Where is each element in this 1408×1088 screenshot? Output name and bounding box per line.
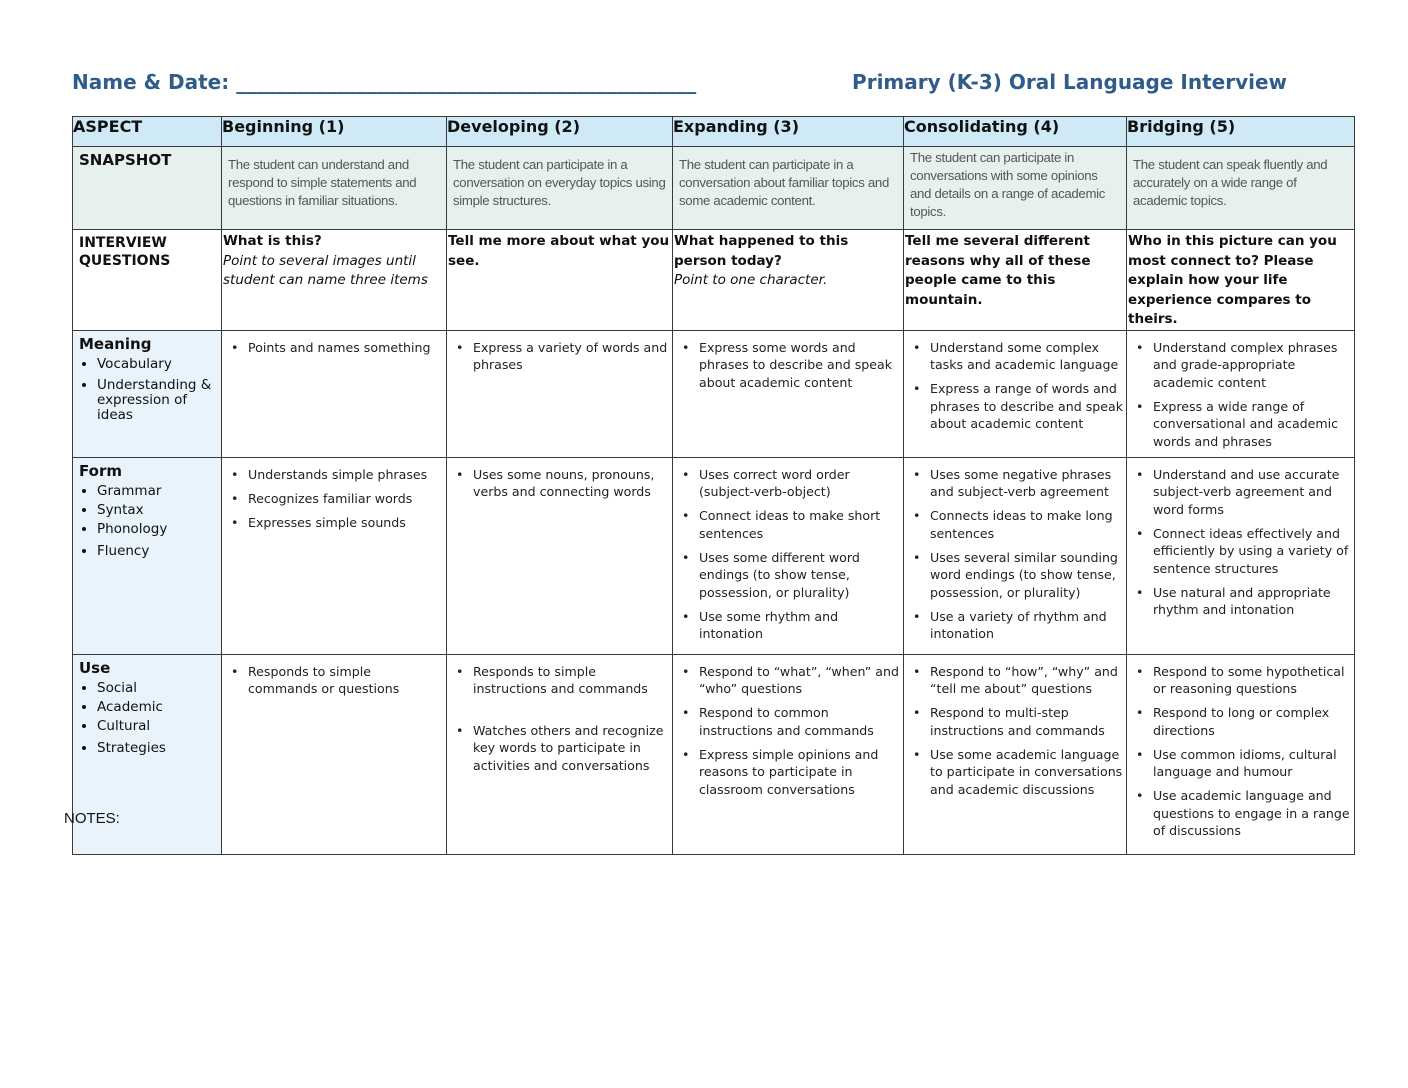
list-item: • Uses some different word endings (to show tense, possession, or plurality) xyxy=(699,549,903,602)
descriptor-cell xyxy=(1127,457,1355,654)
form-row xyxy=(73,457,1355,654)
subaspect-item: • Understanding & expression of ideas xyxy=(97,378,215,423)
interview-label-cell xyxy=(73,230,222,331)
question-text: Tell me several different reasons why all of these people came to this mountain. xyxy=(905,233,1091,308)
snapshot-text: The student can participate in a conversation on everyday topics using simple structures. xyxy=(453,157,666,208)
question-text: Who in this picture can you most connect to? Please explain how your life experience compares to theirs. xyxy=(1128,233,1337,327)
meaning-aspect-cell xyxy=(73,330,222,457)
question-instruction: Point to several images until student can name three items xyxy=(223,252,428,288)
list-item: • Points and names something xyxy=(248,339,446,357)
descriptor-cell xyxy=(447,457,673,654)
subaspect-item: • Fluency xyxy=(97,542,215,561)
list-item: • Respond to “what”, “when” and “who” questions xyxy=(699,663,903,698)
descriptor-cell xyxy=(222,654,447,854)
descriptor-cell xyxy=(673,457,904,654)
list-item: • Use some rhythm and intonation xyxy=(699,608,903,643)
list-item: • Express simple opinions and reasons to participate in classroom conversations xyxy=(699,746,903,799)
list-item: • Expresses simple sounds xyxy=(248,514,446,532)
use-row xyxy=(73,654,1355,854)
descriptor-cell xyxy=(1127,654,1355,854)
list-item: • Responds to simple instructions and commands xyxy=(473,663,672,698)
subaspect-item: • Grammar xyxy=(97,482,215,501)
snapshot-cell xyxy=(447,147,673,230)
descriptor-cell xyxy=(447,654,673,854)
column-header-aspect: ASPECT xyxy=(73,117,222,147)
column-header-bridging: Bridging (5) xyxy=(1127,117,1355,147)
list-item: • Uses some nouns, pronouns, verbs and connecting words xyxy=(473,466,672,501)
question-cell xyxy=(673,230,904,331)
name-date-line: Name & Date: ______________________________________________ xyxy=(72,70,697,94)
meaning-subaspects xyxy=(79,355,215,423)
interview-questions-row xyxy=(73,230,1355,331)
list-item: • Use a variety of rhythm and intonation xyxy=(930,608,1126,643)
snapshot-text: The student can participate in conversations with some opinions and details on a range of academic topics. xyxy=(910,150,1106,219)
snapshot-cell xyxy=(222,147,447,230)
list-item: • Respond to long or complex directions xyxy=(1153,704,1354,739)
list-item: • Express a range of words and phrases to describe and speak about academic content xyxy=(930,380,1126,433)
snapshot-text: The student can speak fluently and accurately on a wide range of academic topics. xyxy=(1133,157,1328,208)
list-item: • Respond to some hypothetical or reasoning questions xyxy=(1153,663,1354,698)
use-title: Use xyxy=(79,658,111,677)
list-item: • Watches others and recognize key words to participate in activities and conversations xyxy=(473,722,672,775)
question-cell xyxy=(222,230,447,331)
interview-label: INTERVIEW QUESTIONS xyxy=(79,235,171,269)
snapshot-row xyxy=(73,147,1355,230)
column-header-developing: Developing (2) xyxy=(447,117,673,147)
list-item: • Use academic language and questions to engage in a range of discussions xyxy=(1153,787,1354,840)
list-item: • Uses some negative phrases and subject-verb agreement xyxy=(930,466,1126,501)
form-aspect-cell xyxy=(73,457,222,654)
list-item: • Express some words and phrases to describe and speak about academic content xyxy=(699,339,903,392)
rubric-table xyxy=(72,116,1355,855)
descriptor-cell xyxy=(904,457,1127,654)
subaspect-item: • Strategies xyxy=(97,739,215,758)
question-text: What happened to this person today? xyxy=(674,233,849,269)
question-instruction: Point to one character. xyxy=(674,272,828,288)
list-item: • Respond to “how”, “why” and “tell me about” questions xyxy=(930,663,1126,698)
list-item: • Understand some complex tasks and academic language xyxy=(930,339,1126,374)
list-item: • Use some academic language to participate in conversations and academic discussions xyxy=(930,746,1126,799)
snapshot-label: SNAPSHOT xyxy=(79,151,172,169)
column-header-consolidating: Consolidating (4) xyxy=(904,117,1127,147)
list-item: • Understands simple phrases xyxy=(248,466,446,484)
list-item: • Recognizes familiar words xyxy=(248,490,446,508)
list-item: • Respond to common instructions and commands xyxy=(699,704,903,739)
column-header-expanding: Expanding (3) xyxy=(673,117,904,147)
snapshot-text: The student can participate in a conversation about familiar topics and some academic content. xyxy=(679,157,889,208)
notes-label: NOTES: xyxy=(64,810,120,827)
page-header xyxy=(72,66,1287,102)
list-item: • Connect ideas to make short sentences xyxy=(699,507,903,542)
meaning-title: Meaning xyxy=(79,334,152,353)
list-item: • Uses correct word order (subject-verb-object) xyxy=(699,466,903,501)
list-item: • Use natural and appropriate rhythm and intonation xyxy=(1153,584,1354,619)
question-cell xyxy=(447,230,673,331)
list-item: • Connect ideas effectively and efficiently by using a variety of sentence structures xyxy=(1153,525,1354,578)
subaspect-item: • Cultural xyxy=(97,717,215,736)
list-item: • Use common idioms, cultural language and humour xyxy=(1153,746,1354,781)
form-subaspects xyxy=(79,482,215,561)
question-cell xyxy=(1127,230,1355,331)
snapshot-cell xyxy=(1127,147,1355,230)
use-subaspects xyxy=(79,679,215,758)
descriptor-cell xyxy=(222,457,447,654)
descriptor-cell xyxy=(904,330,1127,457)
question-text: What is this? xyxy=(223,233,322,249)
descriptor-cell xyxy=(673,330,904,457)
snapshot-label-cell xyxy=(73,147,222,230)
descriptor-cell xyxy=(904,654,1127,854)
form-title: Form xyxy=(79,461,122,480)
meaning-row xyxy=(73,330,1355,457)
list-item: • Understand and use accurate subject-verb agreement and word forms xyxy=(1153,466,1354,519)
list-item: • Understand complex phrases and grade-appropriate academic content xyxy=(1153,339,1354,392)
question-cell xyxy=(904,230,1127,331)
header-row xyxy=(73,117,1355,147)
document-title: Primary (K-3) Oral Language Interview xyxy=(852,70,1287,94)
question-text: Tell me more about what you see. xyxy=(448,233,670,269)
subaspect-item: • Academic xyxy=(97,698,215,717)
subaspect-item: • Syntax xyxy=(97,501,215,520)
list-item: • Responds to simple commands or questions xyxy=(248,663,446,698)
list-item: • Respond to multi-step instructions and commands xyxy=(930,704,1126,739)
descriptor-cell xyxy=(1127,330,1355,457)
subaspect-item: • Social xyxy=(97,679,215,698)
list-item: • Express a wide range of conversational and academic words and phrases xyxy=(1153,398,1354,451)
snapshot-text: The student can understand and respond to simple statements and questions in familiar situations. xyxy=(228,157,417,208)
list-item: • Uses several similar sounding word endings (to show tense, possession, or plurality) xyxy=(930,549,1126,602)
snapshot-cell xyxy=(673,147,904,230)
column-header-beginning: Beginning (1) xyxy=(222,117,447,147)
subaspect-item: • Phonology xyxy=(97,520,215,539)
subaspect-item: • Vocabulary xyxy=(97,355,215,374)
descriptor-cell xyxy=(447,330,673,457)
descriptor-cell xyxy=(222,330,447,457)
snapshot-cell xyxy=(904,147,1127,230)
descriptor-cell xyxy=(673,654,904,854)
list-item: • Express a variety of words and phrases xyxy=(473,339,672,374)
list-item: • Connects ideas to make long sentences xyxy=(930,507,1126,542)
